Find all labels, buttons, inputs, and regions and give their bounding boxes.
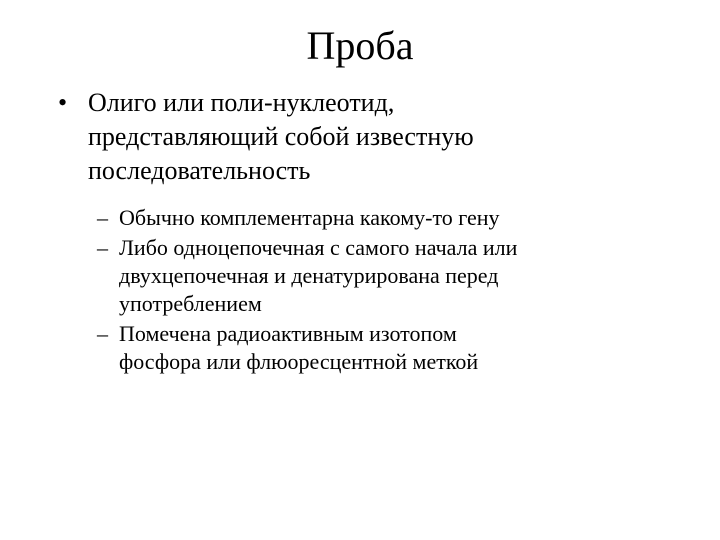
slide-title: Проба — [306, 23, 414, 68]
sub-bullet-item — [97, 204, 657, 232]
sub-bullet-item — [97, 320, 657, 376]
dash-marker: – — [97, 235, 108, 260]
sub-bullet-list — [97, 204, 657, 378]
sub-bullet-text: Помечена радиоактивным изотопом фосфора или флюоресцентной меткой — [119, 321, 479, 374]
dash-marker: – — [97, 205, 108, 230]
bullet-text: Олиго или поли-нуклеотид, представляющий собой известную последовательность — [88, 88, 474, 185]
dash-marker: – — [97, 321, 108, 346]
sub-bullet-item — [97, 234, 657, 318]
sub-bullet-text: Обычно комплементарна какому-то гену — [119, 205, 500, 230]
bullet-item — [58, 86, 658, 188]
bullet-marker: • — [58, 88, 68, 117]
sub-bullet-text: Либо одноцепочечная с самого начала или двухцепочечная и денатурирована перед употреблением — [119, 235, 518, 316]
